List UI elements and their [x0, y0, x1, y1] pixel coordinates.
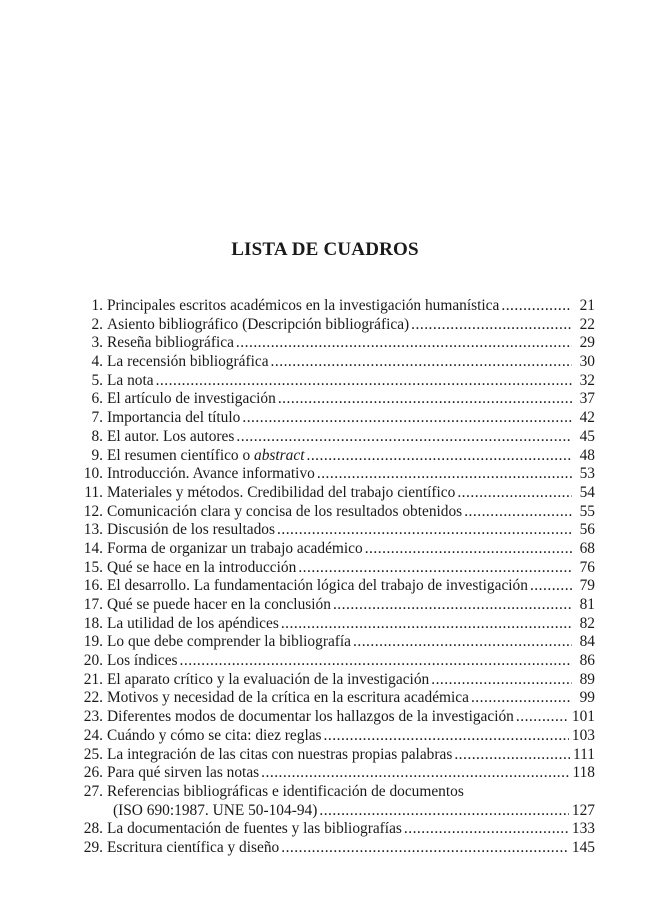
list-item [68, 297, 595, 316]
list-item [68, 540, 595, 559]
item-number: 20. [83, 652, 103, 670]
item-number: 5. [91, 371, 103, 389]
item-number: 28. [83, 820, 103, 838]
item-number: 1. [91, 297, 103, 314]
item-number: 14. [83, 539, 103, 557]
list-item [68, 839, 595, 858]
dot-leader [236, 334, 572, 353]
dot-leader [464, 503, 572, 522]
item-number: 27. [83, 782, 103, 800]
item-page: 89 [579, 670, 595, 688]
item-number: 11. [84, 483, 103, 501]
dot-leader [365, 540, 572, 559]
item-page: 42 [579, 409, 595, 427]
dot-leader [271, 353, 572, 372]
item-title: Lo que debe comprender la bibliografía [107, 633, 352, 651]
list-item [68, 390, 595, 409]
item-title: El aparato crítico y la evaluación de la investigación [107, 670, 430, 688]
item-number: 16. [83, 577, 103, 595]
list-item [68, 409, 595, 428]
item-page: 48 [579, 446, 595, 464]
item-title: Motivos y necesidad de la crítica en la escritura académica [107, 689, 469, 707]
list-item [68, 783, 595, 820]
dot-leader [156, 372, 572, 391]
item-title: Asiento bibliográfico (Descripción bibliográfica) [107, 315, 410, 333]
item-page: 32 [579, 371, 595, 389]
list-item [68, 372, 595, 391]
item-page: 54 [579, 483, 595, 501]
item-page: 68 [579, 539, 595, 557]
item-page: 76 [579, 558, 595, 576]
item-title: Discusión de los resultados [107, 521, 275, 539]
item-title: La recensión bibliográfica [107, 353, 269, 371]
item-number: 26. [83, 764, 103, 782]
item-title: La documentación de fuentes y las bibliografías [107, 820, 402, 838]
list-item [68, 428, 595, 447]
dot-leader [278, 390, 572, 409]
item-number: 13. [83, 521, 103, 539]
item-page: 84 [579, 633, 595, 651]
item-title: Qué se hace en la introducción [107, 558, 297, 576]
item-number: 19. [83, 633, 103, 651]
item-page: 111 [573, 745, 595, 763]
dot-leader [516, 708, 569, 727]
list-item [68, 353, 595, 372]
list-of-tables [68, 297, 595, 858]
list-item [68, 577, 595, 596]
item-title: Qué se puede hacer en la conclusión [107, 596, 331, 613]
item-number: 7. [91, 409, 103, 427]
dot-leader [353, 633, 572, 652]
item-page: 81 [579, 596, 595, 613]
dot-leader [180, 652, 572, 671]
dot-leader [319, 802, 569, 821]
item-title: Importancia del título [107, 409, 241, 427]
list-item [68, 615, 595, 634]
list-item [68, 596, 595, 615]
item-number: 9. [91, 446, 103, 464]
page-title: LISTA DE CUADROS [231, 239, 419, 260]
item-title: Principales escritos académicos en la investigación humanística [107, 297, 500, 314]
item-number: 6. [91, 390, 103, 408]
item-page: 86 [579, 652, 595, 670]
item-title: Escritura científica y diseño [107, 838, 280, 856]
item-title-emphasis: abstract [254, 446, 305, 464]
item-page: 29 [579, 334, 595, 352]
item-page: 99 [579, 689, 595, 707]
item-number: 25. [83, 745, 103, 763]
item-page: 127 [571, 801, 595, 819]
item-page: 55 [579, 502, 595, 520]
dot-leader [236, 428, 572, 447]
list-item [68, 559, 595, 578]
item-page: 79 [579, 577, 595, 595]
dot-leader [281, 615, 572, 634]
item-title: La nota [107, 371, 154, 389]
item-title: Diferentes modos de documentar los hallazgos de la investigación [107, 708, 514, 726]
item-title: Reseña bibliográfica [107, 334, 234, 352]
item-number: 3. [91, 334, 103, 352]
item-page: 133 [571, 820, 595, 838]
item-page: 145 [571, 838, 595, 856]
item-number: 15. [83, 558, 103, 576]
item-title: El autor. Los autores [107, 427, 235, 445]
item-page: 37 [579, 390, 595, 408]
item-page: 30 [579, 353, 595, 371]
list-item [68, 334, 595, 353]
list-item [68, 764, 595, 783]
dot-leader [277, 521, 572, 540]
list-item [68, 708, 595, 727]
item-number: 21. [83, 670, 103, 688]
item-number: 18. [83, 614, 103, 632]
item-number: 10. [83, 465, 103, 483]
item-number: 8. [91, 427, 103, 445]
item-number: 23. [83, 708, 103, 726]
list-item [68, 689, 595, 708]
item-page: 103 [571, 726, 595, 744]
list-item [68, 633, 595, 652]
list-item [68, 316, 595, 335]
item-number: 4. [91, 353, 103, 371]
dot-leader [324, 727, 569, 746]
list-item [68, 503, 595, 522]
list-item [68, 671, 595, 690]
list-item [68, 465, 595, 484]
item-title-line-1: Referencias bibliográficas e identificación de documentos [107, 782, 464, 800]
dot-leader [333, 596, 572, 615]
list-item [68, 447, 595, 466]
list-item [68, 727, 595, 746]
dot-leader [431, 671, 572, 690]
item-page: 21 [579, 297, 595, 314]
item-title: La integración de las citas con nuestras propias palabras [107, 745, 453, 763]
item-page: 53 [579, 465, 595, 483]
item-number: 29. [83, 838, 103, 856]
dot-leader [261, 764, 569, 783]
item-title: Materiales y métodos. Credibilidad del trabajo científico [107, 483, 456, 501]
dot-leader [242, 409, 572, 428]
list-item [68, 652, 595, 671]
list-item [68, 746, 595, 765]
item-title: Cuándo y cómo se cita: diez reglas [107, 726, 322, 744]
dot-leader [306, 447, 572, 466]
item-title-main: El resumen científico o [107, 446, 255, 464]
item-number: 12. [83, 502, 103, 520]
dot-leader [281, 839, 569, 858]
list-item [68, 820, 595, 839]
item-page: 101 [571, 708, 595, 726]
list-item [68, 521, 595, 540]
item-page: 82 [579, 614, 595, 632]
item-number: 2. [91, 315, 103, 333]
dot-leader [317, 465, 572, 484]
item-page: 118 [572, 764, 595, 782]
item-title-line-2: (ISO 690:1987. UNE 50-104-94) [113, 801, 318, 819]
item-title [104, 447, 304, 466]
item-title: La utilidad de los apéndices [107, 614, 279, 632]
item-title: Comunicación clara y concisa de los resultados obtenidos [107, 502, 463, 520]
list-item [68, 484, 595, 503]
dot-leader [457, 484, 572, 503]
item-number: 24. [83, 726, 103, 744]
item-page: 22 [579, 315, 595, 333]
item-title: Forma de organizar un trabajo académico [107, 539, 363, 557]
item-title: Los índices [107, 652, 178, 670]
item-title: El artículo de investigación [107, 390, 276, 408]
item-number: 22. [83, 689, 103, 707]
item-page: 45 [579, 427, 595, 445]
item-title: El desarrollo. La fundamentación lógica del trabajo de investigación [107, 577, 528, 595]
item-title: Introducción. Avance informativo [107, 465, 315, 483]
item-number: 17. [83, 596, 103, 613]
item-page: 56 [579, 521, 595, 539]
item-title: Para qué sirven las notas [107, 764, 260, 782]
dot-leader [411, 316, 572, 335]
dot-leader [501, 297, 572, 316]
dot-leader [404, 820, 569, 839]
dot-leader [298, 559, 572, 578]
dot-leader [471, 689, 572, 708]
dot-leader [530, 577, 572, 596]
dot-leader [454, 746, 570, 765]
